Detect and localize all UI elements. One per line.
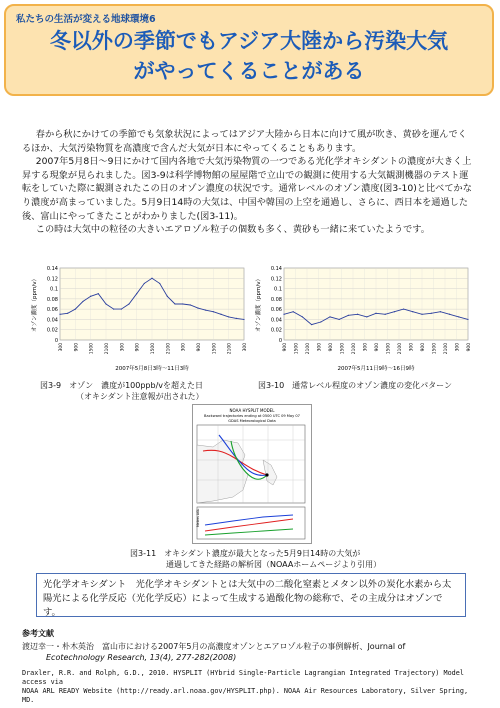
fig9-data-point	[167, 296, 168, 297]
fig9-ytick-label: 0.12	[46, 276, 58, 283]
fig9-xlabel: 2007年5月8日3時〜11日3時	[115, 366, 189, 372]
fig9-data-point	[243, 319, 244, 320]
fig10-xtick-label: 2100	[306, 343, 311, 355]
paragraph-1: 春から秋にかけての季節でも気象状況によってはアジア大陸から日本に向けて風が吹き、黄砂を運んでくるほか、大気汚染物質を高濃度で含んだ大気が日本にやってくることもあります。	[22, 129, 467, 154]
fig10-data-point	[467, 319, 468, 320]
fig9-data-point	[59, 314, 60, 315]
body-text	[22, 128, 474, 237]
fig9-data-point	[144, 283, 145, 284]
series-label: 私たちの生活が変える地球環境6	[16, 14, 156, 25]
fig9-xtick-label: 1500	[89, 343, 95, 355]
references-heading: 参考文献	[22, 629, 54, 638]
title-banner	[4, 4, 494, 96]
fig9-ytick-label: 0	[54, 338, 58, 344]
height-axis-label: Meters AGL	[196, 508, 200, 527]
fig10-xtick-label: 2100	[398, 343, 403, 355]
paragraph-3: この時は大気中の粒径の大きいエアロゾル粒子の個数も多く、黄砂も一緒に来ていたようです。	[35, 224, 430, 236]
fig10-xtick-label: 900	[421, 343, 426, 352]
fig10-data-point	[385, 314, 386, 315]
fig9-data-point	[105, 303, 106, 304]
fig10-data-point	[339, 319, 340, 320]
fig9-ytick-label: 0.06	[46, 307, 58, 314]
fig10-xtick-label: 1500	[340, 343, 346, 355]
fig9-data-point	[220, 314, 221, 315]
fig9-xtick-label: 2100	[227, 343, 233, 355]
fig10-ytick-label: 0.06	[270, 307, 282, 314]
fig9-data-point	[182, 303, 183, 304]
fig9-data-point	[67, 313, 68, 314]
fig10-data-point	[458, 316, 459, 317]
fig10-ytick-label: 0	[278, 338, 282, 344]
fig10-data-point	[375, 313, 376, 314]
fig9-data-point	[98, 293, 99, 294]
fig10-xtick-label: 1500	[294, 343, 300, 355]
title-line-2: がやってくることがある	[133, 59, 365, 83]
page-title	[6, 26, 492, 86]
fig10-data-point	[302, 316, 303, 317]
fig10-ytick-label: 0.14	[270, 266, 282, 272]
figure-3-10-caption: 図3-10 通常レベル程度のオゾン濃度の変化パターン	[258, 381, 452, 390]
fig9-xtick-label: 900	[197, 343, 202, 352]
figure-3-9-caption-line-1: 図3-9 オゾン 濃度が100ppb/vを超えた日	[40, 381, 203, 390]
figure-3-11	[192, 404, 312, 544]
fig10-xlabel: 2007年5月11日9時〜16日9時	[337, 366, 415, 372]
fig9-xtick-label: 300	[120, 343, 126, 352]
figure-3-9	[28, 262, 250, 374]
reference-2-line-2: NOAA ARL READY Website (http://ready.arl.noaa.gov/HYSPLIT.php). NOAA Air Resources Laboratory, Silver Spring, MD.	[22, 687, 469, 704]
figure-3-11-caption-line-1: 図3-11 オキシダント濃度が最大となった5月9日14時の大気が	[130, 549, 361, 558]
fig10-xtick-label: 2100	[352, 343, 357, 355]
fig9-data-point	[136, 293, 137, 294]
figure-3-9-caption	[40, 380, 260, 402]
fig9-data-point	[236, 318, 237, 319]
fig10-xtick-label: 900	[329, 343, 334, 352]
note-box: 光化学オキシダント 光化学オキシダントとは大気中の二酸化窒素とメタン以外の炭化水素から太陽光による化学反応（光化学反応）によって生成する過酸化物の総称で、その主成分はオゾンです。	[36, 573, 466, 617]
fig10-data-point	[293, 311, 294, 312]
fig9-xtick-label: 900	[74, 343, 80, 352]
ozone-chart-normal	[252, 262, 474, 374]
reference-2	[22, 669, 482, 705]
fig10-data-point	[421, 314, 422, 315]
fig9-data-point	[228, 316, 229, 317]
fig10-ytick-label: 0.12	[270, 276, 282, 283]
fig10-xtick-label: 2100	[444, 343, 449, 355]
fig9-xtick-label: 300	[181, 343, 187, 352]
fig10-ytick-label: 0.04	[270, 317, 282, 324]
fig9-data-point	[151, 278, 152, 279]
fig9-xtick-label: 900	[135, 343, 141, 352]
fig10-xtick-label: 1500	[386, 343, 392, 355]
references	[22, 628, 482, 705]
fig10-xtick-label: 900	[375, 343, 380, 352]
fig10-xtick-label: 300	[317, 343, 323, 352]
paragraph-2: 2007年5月8日〜9日にかけて国内各地で大気汚染物質の一つである光化学オキシダントの濃度が大きく上昇する現象が見られました。図3-9は科学博物館の屋屋階で立山での観測に使用する大気観測機器のテスト運転をしていた際に観測されたこの日のオゾン濃度の状況です。通常レベルのオゾン濃度(図3-10)と比べてかなり濃度が高まっていました。5月9日14時の大気は、中国や韓国の上空を通過し、さらに、西日本を通過した後、富山にやってきたことがわかりました(図3-11)。	[22, 156, 472, 222]
fig9-xtick-label: 300	[59, 343, 64, 352]
fig10-data-point	[348, 315, 349, 316]
fig9-data-point	[197, 308, 198, 309]
fig9-data-point	[190, 304, 191, 305]
fig10-xtick-label: 900	[467, 343, 472, 352]
reference-1-line-2: Ecotechnology Research, 13(4), 277-282(2008)	[46, 653, 237, 662]
map-header-3: GDAS Meteorological Data	[228, 419, 276, 423]
fig9-data-point	[121, 309, 122, 310]
fig10-data-point	[412, 311, 413, 312]
fig10-data-point	[403, 309, 404, 310]
fig9-data-point	[128, 303, 129, 304]
fig10-xtick-label: 900	[283, 343, 288, 352]
fig10-data-point	[329, 316, 330, 317]
fig9-data-point	[205, 310, 206, 311]
fig10-data-point	[357, 314, 358, 315]
fig10-data-point	[394, 311, 395, 312]
fig10-xtick-label: 300	[363, 343, 369, 352]
fig9-ytick-label: 0.08	[46, 296, 58, 303]
fig9-xtick-label: 300	[243, 343, 248, 352]
fig10-data-point	[320, 321, 321, 322]
fig10-ytick-label: 0.08	[270, 296, 282, 303]
fig9-ylabel: オゾン濃度（ppm/v）	[32, 276, 38, 332]
fig9-ytick-label: 0.14	[46, 266, 58, 272]
toyama-marker	[265, 473, 268, 476]
fig9-xtick-label: 1500	[151, 343, 156, 355]
fig9-data-point	[75, 309, 76, 310]
fig9-data-point	[213, 311, 214, 312]
reference-2-line-1: Draxler, R.R. and Rolph, G.D., 2010. HYSPLIT (HYbrid Single-Particle Lagrangian Integrated Trajectory) Model access via	[22, 669, 464, 686]
trajectory-map	[193, 405, 311, 543]
fig9-ytick-label: 0.04	[46, 317, 58, 324]
fig10-data-point	[449, 314, 450, 315]
title-line-1: 冬以外の季節でもアジア大陸から汚染大気	[49, 29, 449, 53]
figure-3-11-caption-line-2: 通過してきた経路の解析図（NOAAホームページより引用）	[166, 560, 382, 569]
fig9-ytick-label: 0.1	[50, 286, 58, 293]
fig10-ylabel: オゾン濃度（ppm/v）	[256, 276, 262, 332]
fig9-data-point	[174, 303, 175, 304]
map-header-2: Backward trajectories ending at 0500 UTC 09 May 07	[204, 414, 300, 418]
fig10-ytick-label: 0.1	[274, 286, 282, 293]
figure-3-10	[252, 262, 474, 374]
fig9-xtick-label: 1500	[212, 343, 218, 355]
fig10-data-point	[366, 316, 367, 317]
fig9-xtick-label: 2100	[105, 343, 110, 355]
fig10-data-point	[431, 313, 432, 314]
fig10-data-point	[311, 324, 312, 325]
fig9-xtick-label: 2100	[166, 343, 172, 355]
fig9-data-point	[90, 296, 91, 297]
fig10-xtick-label: 300	[409, 343, 415, 352]
fig10-ytick-label: 0.02	[270, 327, 282, 334]
figure-3-9-caption-line-2: （オキシダント注意報が出された）	[76, 392, 204, 401]
fig9-data-point	[159, 283, 160, 284]
fig10-data-point	[440, 311, 441, 312]
fig9-data-point	[113, 309, 114, 310]
figure-3-11-caption	[130, 548, 470, 570]
fig10-xtick-label: 1500	[432, 343, 438, 355]
fig9-data-point	[82, 301, 83, 302]
fig10-xtick-label: 300	[455, 343, 461, 352]
reference-1-line-1: 渡辺幸一・朴木英治 富山市における2007年5月の高濃度オゾンとエアロゾル粒子の事例解析、Journal of	[22, 642, 406, 651]
fig9-ytick-label: 0.02	[46, 327, 58, 334]
map-header-1: NOAA HYSPLIT MODEL	[229, 408, 275, 413]
fig10-data-point	[283, 314, 284, 315]
ozone-chart-high	[28, 262, 250, 374]
